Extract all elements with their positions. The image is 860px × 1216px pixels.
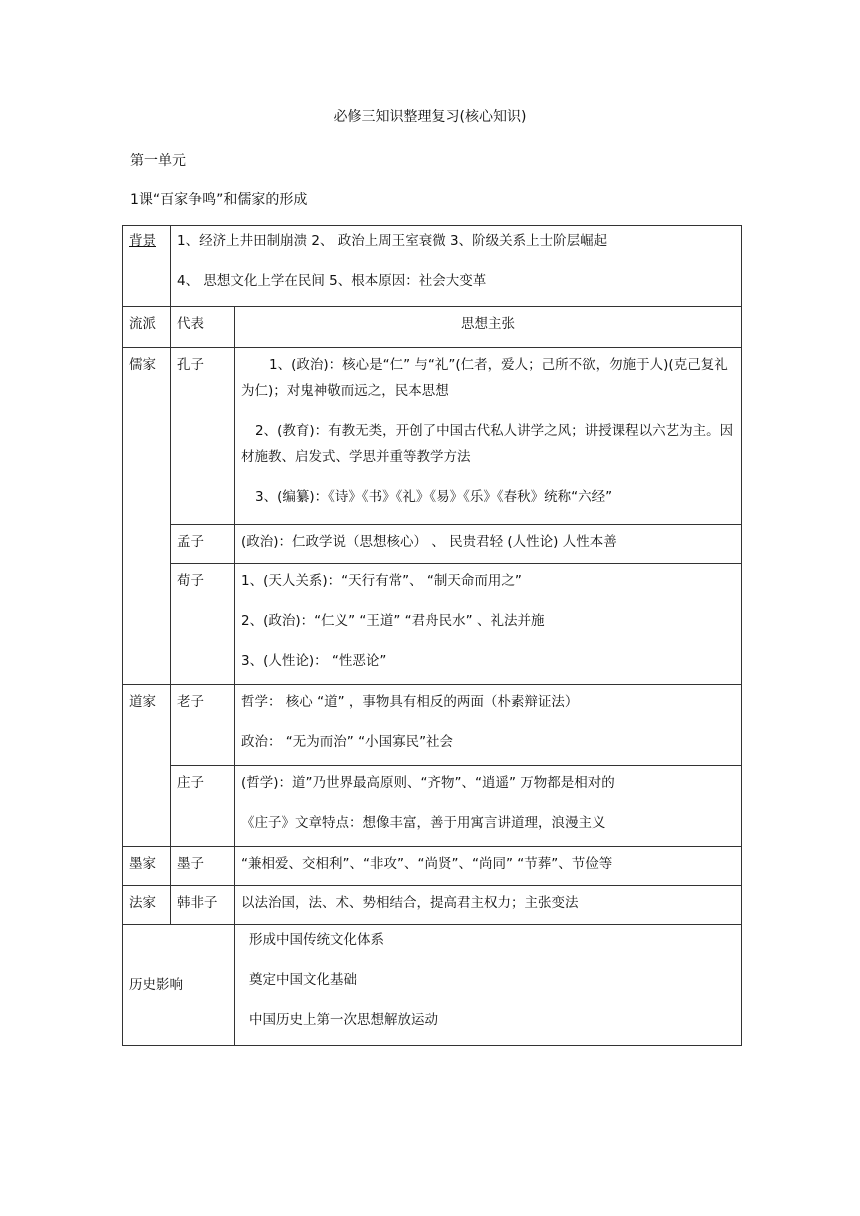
row-hanfeizi <box>123 886 742 925</box>
school-mohist: 墨家 <box>123 847 171 886</box>
header-idea: 思想主张 <box>235 307 742 348</box>
idea-xunzi-cell <box>235 564 742 685</box>
rep-zhuangzi: 庄子 <box>171 766 235 847</box>
row-laozi <box>123 685 742 766</box>
xunzi-heaven: 1、(天人关系)：“天行有常”、 “制天命而用之” <box>241 573 522 589</box>
mengzi-politics: (政治)：仁政学说（思想核心） 、 民贵君轻 (人性论) 人性本善 <box>235 525 742 564</box>
impact-line-3: 中国历史上第一次思想解放运动 <box>249 1012 438 1028</box>
background-line-2: 4、 思想文化上学在民间 5、根本原因：社会大变革 <box>177 273 487 289</box>
rep-xunzi: 荀子 <box>171 564 235 685</box>
laozi-politics: 政治： “无为而治” “小国寡民”社会 <box>241 734 454 750</box>
idea-kongzi-cell <box>235 348 742 525</box>
zhuangzi-philosophy: (哲学)：道”乃世界最高原则、“齐物”、“逍遥” 万物都是相对的 <box>241 775 615 791</box>
row-kongzi <box>123 348 742 525</box>
background-row <box>123 226 742 307</box>
mozi-ideas: “兼相爱、交相利”、“非攻”、“尚贤”、“尚同” “节葬”、节俭等 <box>235 847 742 886</box>
hanfeizi-ideas: 以法治国，法、术、势相结合，提高君主权力；主张变法 <box>235 886 742 925</box>
background-line-1: 1、经济上井田制崩溃 2、 政治上周王室衰微 3、阶级关系上士阶层崛起 <box>177 233 608 249</box>
laozi-philosophy: 哲学： 核心 “道” ，事物具有相反的两面（朴素辩证法） <box>241 694 579 710</box>
row-impact <box>123 925 742 1046</box>
row-zhuangzi <box>123 766 742 847</box>
document-title: 必修三知识整理复习(核心知识) <box>333 109 527 125</box>
school-legalist: 法家 <box>123 886 171 925</box>
header-representative: 代表 <box>171 307 235 348</box>
rep-mengzi: 孟子 <box>171 525 235 564</box>
school-taoist: 道家 <box>123 685 171 847</box>
impact-line-1: 形成中国传统文化体系 <box>249 932 384 948</box>
xunzi-politics: 2、(政治)：“仁义” “王道” “君舟民水” 、礼法并施 <box>241 613 545 629</box>
row-mengzi <box>123 525 742 564</box>
background-label: 背景 <box>129 233 156 249</box>
kongzi-compilation: 3、(编纂)：《诗》《书》《礼》《易》《乐》《春秋》统称“六经” <box>255 489 613 505</box>
background-content-cell <box>171 226 742 307</box>
impact-content-cell <box>235 925 742 1046</box>
zhuangzi-writing: 《庄子》文章特点：想像丰富，善于用寓言讲道理，浪漫主义 <box>241 815 606 831</box>
school-confucian: 儒家 <box>123 348 171 685</box>
unit-heading: 第一单元 <box>130 153 186 169</box>
background-label-cell <box>123 226 171 307</box>
row-xunzi <box>123 564 742 685</box>
xunzi-human-nature: 3、(人性论)： “性恶论” <box>241 653 387 669</box>
idea-zhuangzi-cell <box>235 766 742 847</box>
impact-label: 历史影响 <box>123 925 235 1046</box>
lesson-heading: 1课“百家争鸣”和儒家的形成 <box>130 192 308 208</box>
kongzi-education: 2、(教育)：有教无类，开创了中国古代私人讲学之风；讲授课程以六艺为主。因材施教、启发式、学思并重等教学方法 <box>241 423 734 465</box>
kongzi-politics: 1、(政治)：核心是“仁” 与“礼”(仁者，爱人；己所不欲，勿施于人)(克己复礼为仁)；对鬼神敬而远之，民本思想 <box>241 357 728 399</box>
header-school: 流派 <box>123 307 171 348</box>
rep-kongzi: 孔子 <box>171 348 235 525</box>
header-row <box>123 307 742 348</box>
rep-hanfeizi: 韩非子 <box>171 886 235 925</box>
idea-laozi-cell <box>235 685 742 766</box>
impact-line-2: 奠定中国文化基础 <box>249 972 357 988</box>
rep-laozi: 老子 <box>171 685 235 766</box>
hundred-schools-table <box>122 225 742 1046</box>
rep-mozi: 墨子 <box>171 847 235 886</box>
row-mozi <box>123 847 742 886</box>
